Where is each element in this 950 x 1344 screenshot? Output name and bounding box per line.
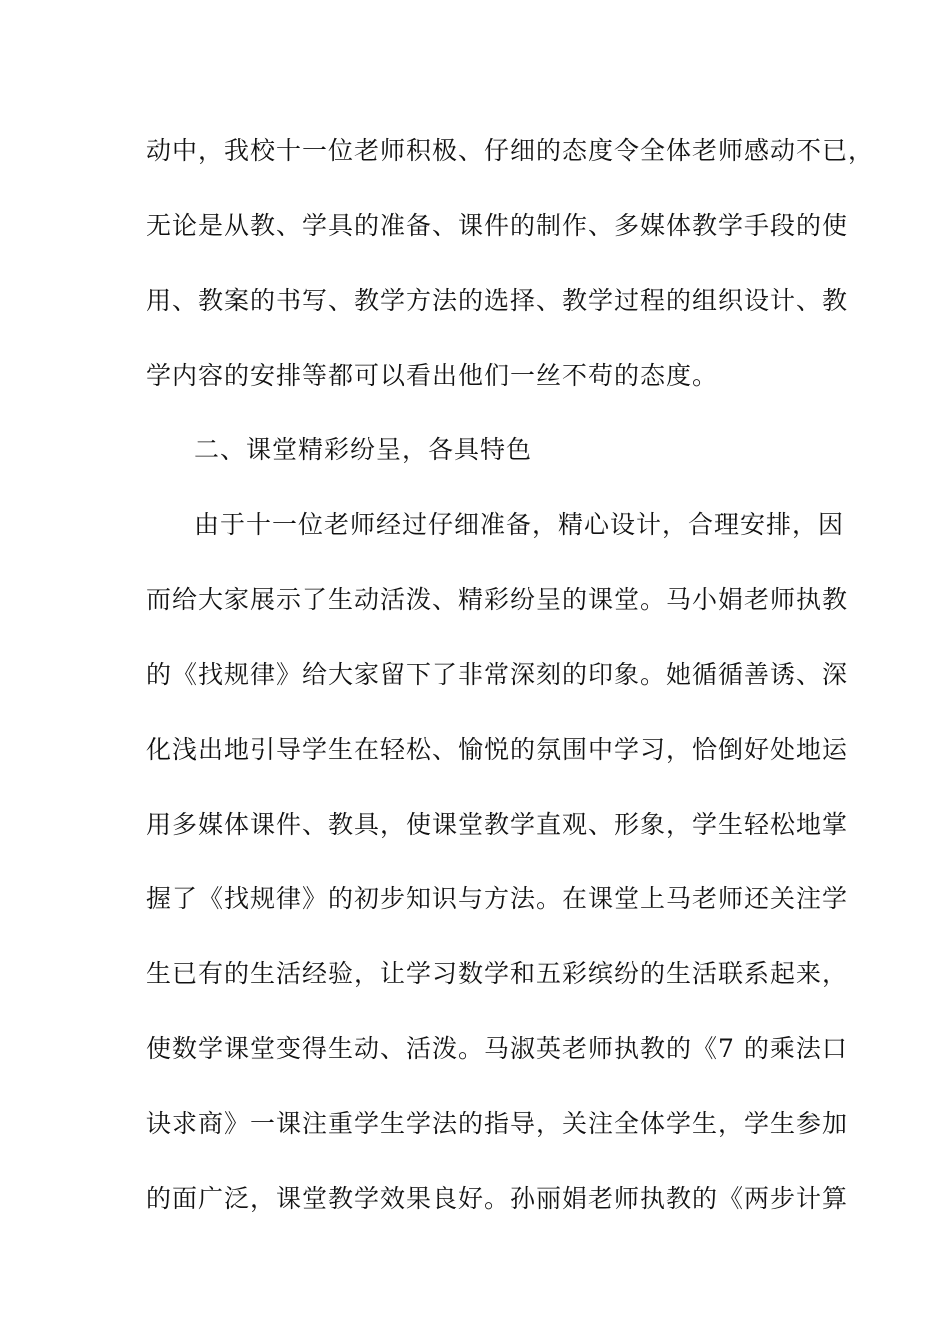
paragraph-line: 而给大家展示了生动活泼、精彩纷呈的课堂。马小娟老师执教	[146, 585, 849, 614]
paragraph-line: 使数学课堂变得生动、活泼。马淑英老师执教的《7 的乘法口	[146, 1034, 848, 1063]
section-heading: 二、课堂精彩纷呈，各具特色	[194, 435, 533, 464]
paragraph-line: 学内容的安排等都可以看出他们一丝不苟的态度。	[146, 361, 719, 390]
paragraph-line: 动中，我校十一位老师积极、仔细的态度令全体老师感动不已，	[146, 136, 875, 165]
paragraph-line: 的面广泛，课堂教学效果良好。孙丽娟老师执教的《两步计算	[146, 1184, 849, 1213]
paragraph-line: 用多媒体课件、教具，使课堂教学直观、形象，学生轻松地掌	[146, 810, 849, 839]
paragraph-line: 无论是从教、学具的准备、课件的制作、多媒体教学手段的使	[146, 211, 849, 240]
paragraph-line: 生已有的生活经验，让学习数学和五彩缤纷的生活联系起来，	[146, 959, 849, 988]
paragraph-line: 化浅出地引导学生在轻松、愉悦的氛围中学习，恰倒好处地运	[146, 735, 849, 764]
paragraph-line: 由于十一位老师经过仔细准备，精心设计，合理安排，因	[194, 510, 845, 539]
paragraph-line: 握了《找规律》的初步知识与方法。在课堂上马老师还关注学	[146, 884, 849, 913]
paragraph-line: 诀求商》一课注重学生学法的指导，关注全体学生，学生参加	[146, 1109, 849, 1138]
paragraph-line: 用、教案的书写、教学方法的选择、教学过程的组织设计、教	[146, 286, 849, 315]
paragraph-line: 的《找规律》给大家留下了非常深刻的印象。她循循善诱、深	[146, 660, 849, 689]
